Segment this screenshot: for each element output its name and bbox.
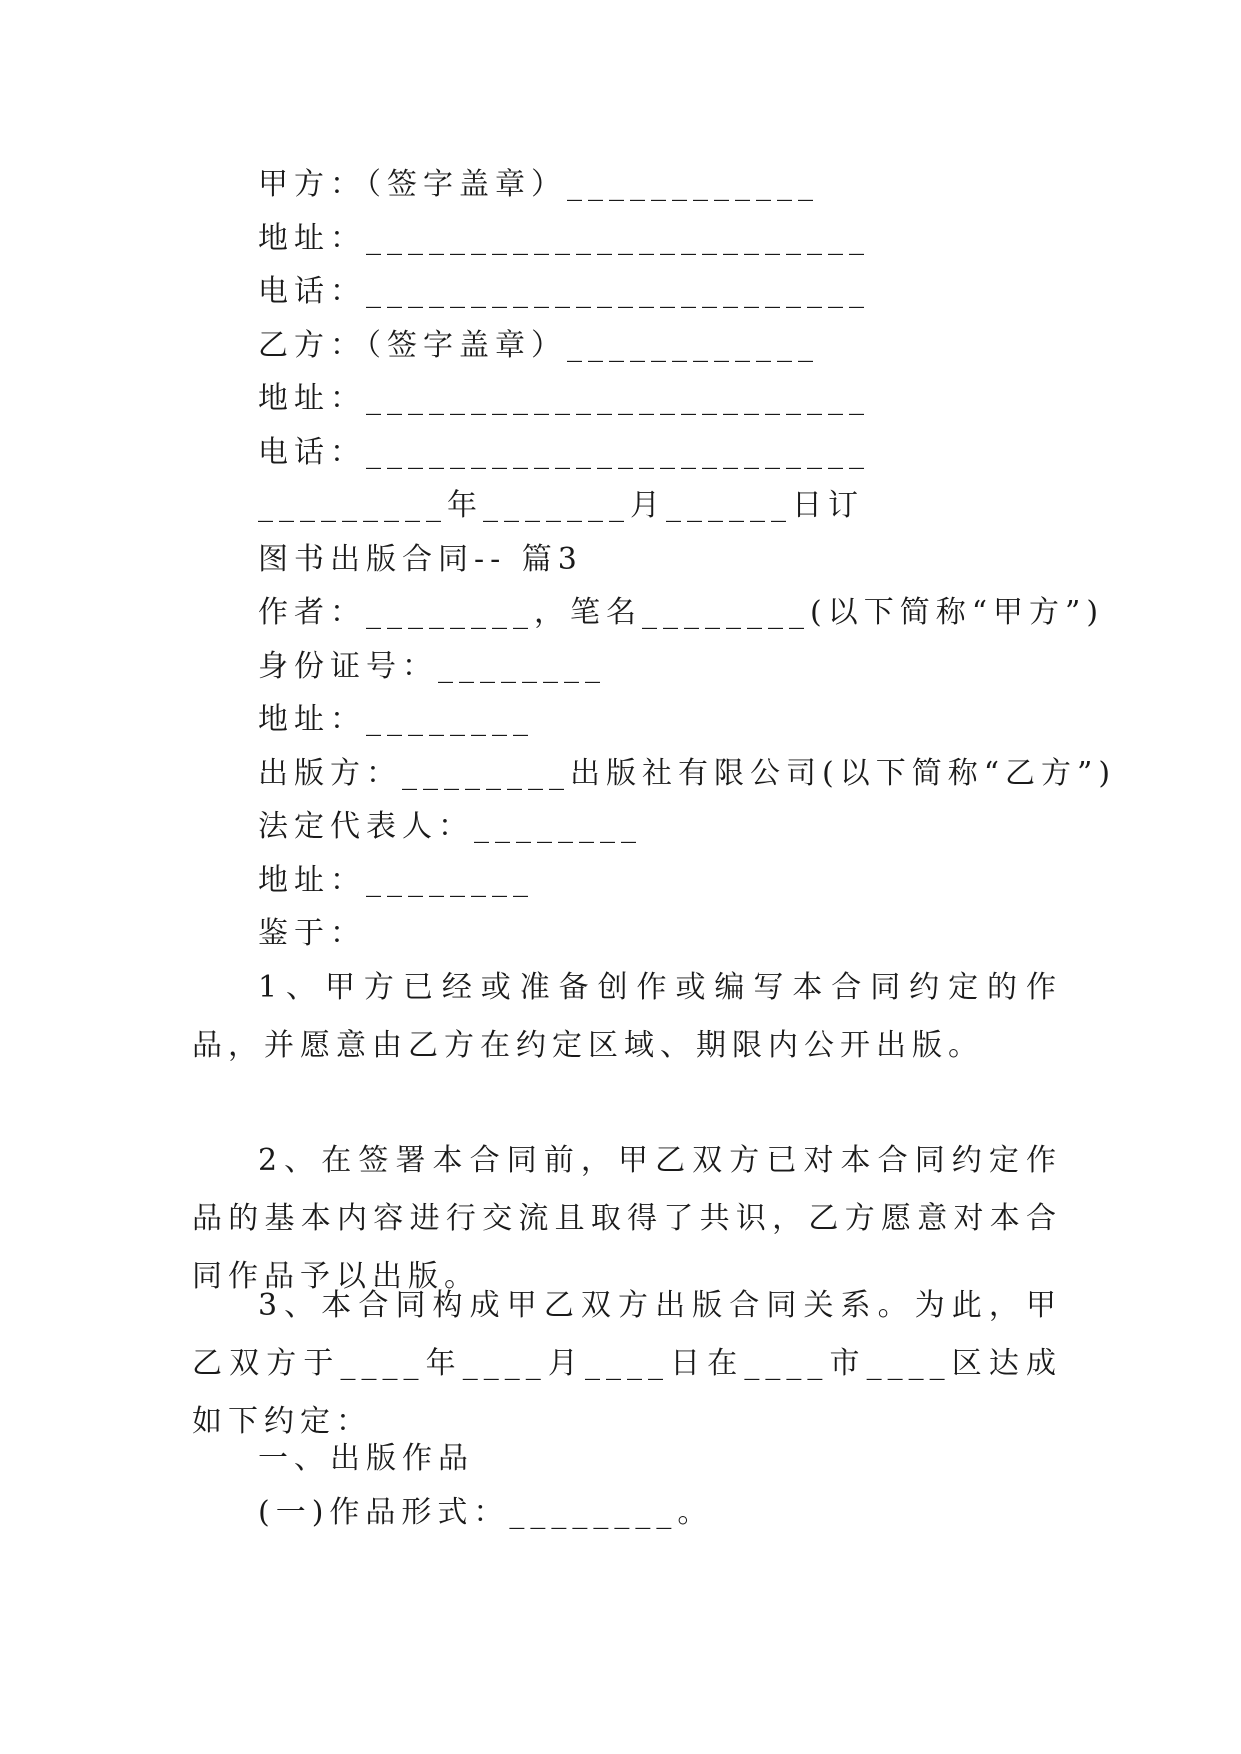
- publisher-address-field: 地址：________: [258, 863, 534, 898]
- party-b-phone-line: 电话：________________________: [258, 435, 870, 470]
- recital-1: 1、甲方已经或准备创作或编写本合同约定的作品，并愿意由乙方在约定区域、期限内公开出版。: [192, 970, 1062, 1063]
- id-number-field: 身份证号：________: [258, 649, 606, 684]
- whereas-label: 鉴于：: [258, 916, 366, 951]
- recital-3: 3、本合同构成甲乙双方出版合同关系。为此，甲乙双方于____年____月____日在____市____区达成如下约定：: [192, 1288, 1062, 1439]
- signing-date-line: _________年_______月______日订: [258, 488, 864, 523]
- party-a-signature-line: 甲方：（签字盖章）____________: [258, 167, 819, 202]
- legal-representative-field: 法定代表人：________: [258, 809, 642, 844]
- party-b-signature-line: 乙方：（签字盖章）____________: [258, 328, 819, 363]
- party-a-phone-line: 电话：________________________: [258, 274, 870, 309]
- work-form-field: (一)作品形式：________。: [258, 1495, 714, 1530]
- author-field: 作者：________，笔名________(以下简称“甲方”): [258, 595, 1105, 630]
- author-address-field: 地址：________: [258, 702, 534, 737]
- section-heading: 一、出版作品: [258, 1441, 474, 1476]
- contract-title: 图书出版合同-- 篇3: [258, 542, 583, 577]
- publisher-field: 出版方：________出版社有限公司(以下简称“乙方”): [258, 756, 1117, 791]
- party-a-address-line: 地址：________________________: [258, 221, 870, 256]
- recital-2: 2、在签署本合同前，甲乙双方已对本合同约定作品的基本内容进行交流且取得了共识，乙方愿意对本合同作品予以出版。: [192, 1143, 1062, 1294]
- party-b-address-line: 地址：________________________: [258, 381, 870, 416]
